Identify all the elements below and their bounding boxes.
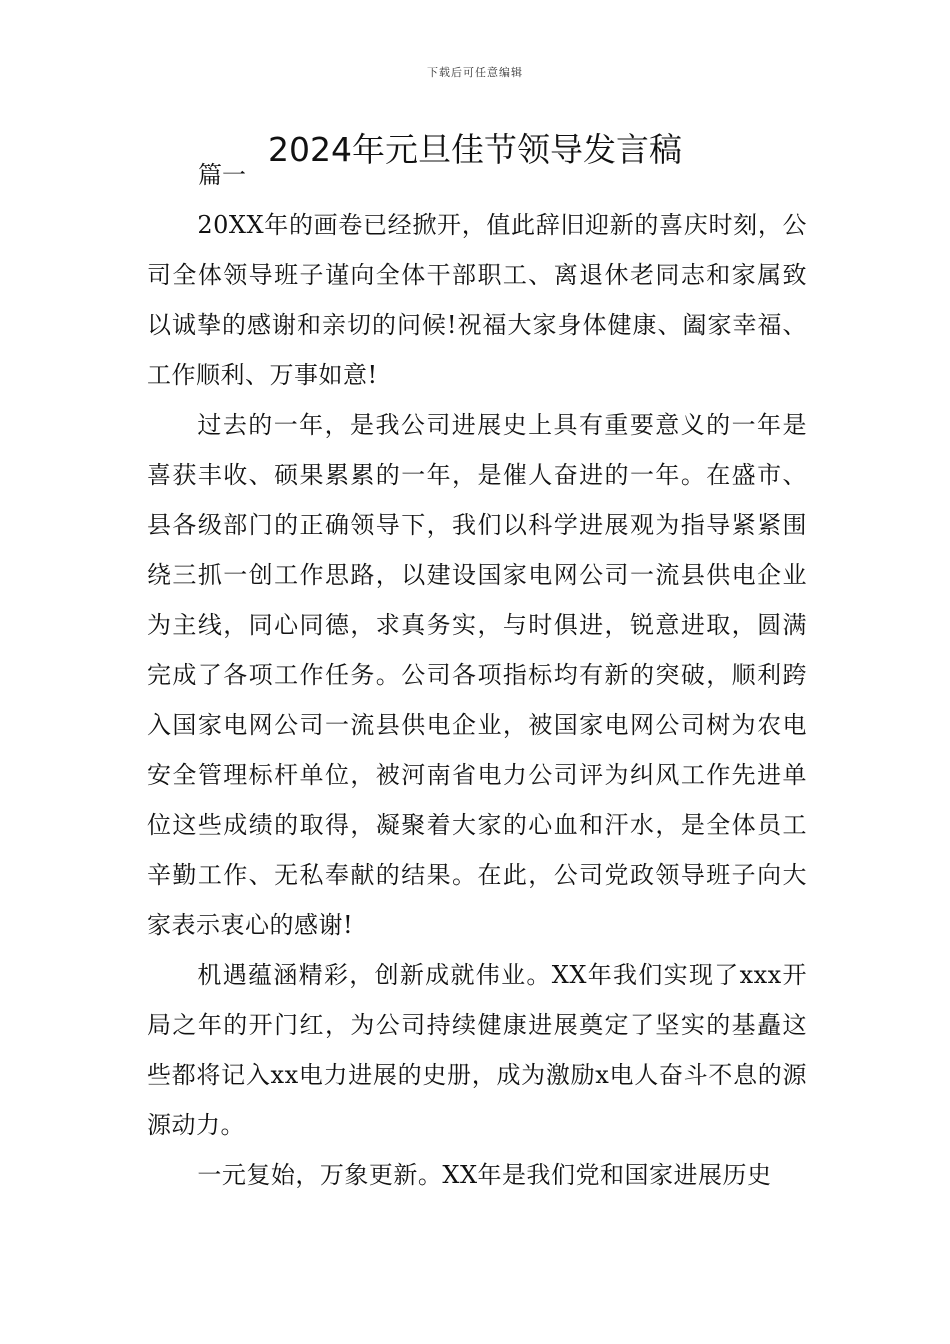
paragraph-2: 过去的一年，是我公司进展史上具有重要意义的一年是喜获丰收、硕果累累的一年，是催人奋进的一年。在盛市、县各级部门的正确领导下，我们以科学进展观为指导紧紧围绕三抓一创工作思路，以建设国家电网公司一流县供电企业为主线，同心同德，求真务实，与时俱进，锐意进取，圆满完成了各项工作任务。公司各项指标均有新的突破，顺利跨入国家电网公司一流县供电企业，被国家电网公司树为农电安全管理标杆单位，被河南省电力公司评为纠风工作先进单位这些成绩的取得，凝聚着大家的心血和汗水，是全体员工辛勤工作、无私奉献的结果。在此，公司党政领导班子向大家表示衷心的感谢!	[147, 411, 807, 939]
section-label: 篇一	[198, 161, 246, 189]
paragraph-3: 机遇蕴涵精彩，创新成就伟业。XX年我们实现了xxx开局之年的开门红，为公司持续健康进展奠定了坚实的基矗这些都将记入xx电力进展的史册，成为激励x电人奋斗不息的源源动力。	[147, 961, 807, 1139]
header-note: 下载后可任意编辑	[427, 66, 523, 79]
document-title: 2024年元旦佳节领导发言稿	[268, 130, 682, 169]
paragraph-4: 一元复始，万象更新。XX年是我们党和国家进展历史	[197, 1161, 772, 1189]
document-body	[147, 150, 807, 1200]
paragraph-1: 20XX年的画卷已经掀开，值此辞旧迎新的喜庆时刻，公司全体领导班子谨向全体干部职工、离退休老同志和家属致以诚挚的感谢和亲切的问候!祝福大家身体健康、阖家幸福、工作顺利、万事如意!	[147, 211, 807, 389]
